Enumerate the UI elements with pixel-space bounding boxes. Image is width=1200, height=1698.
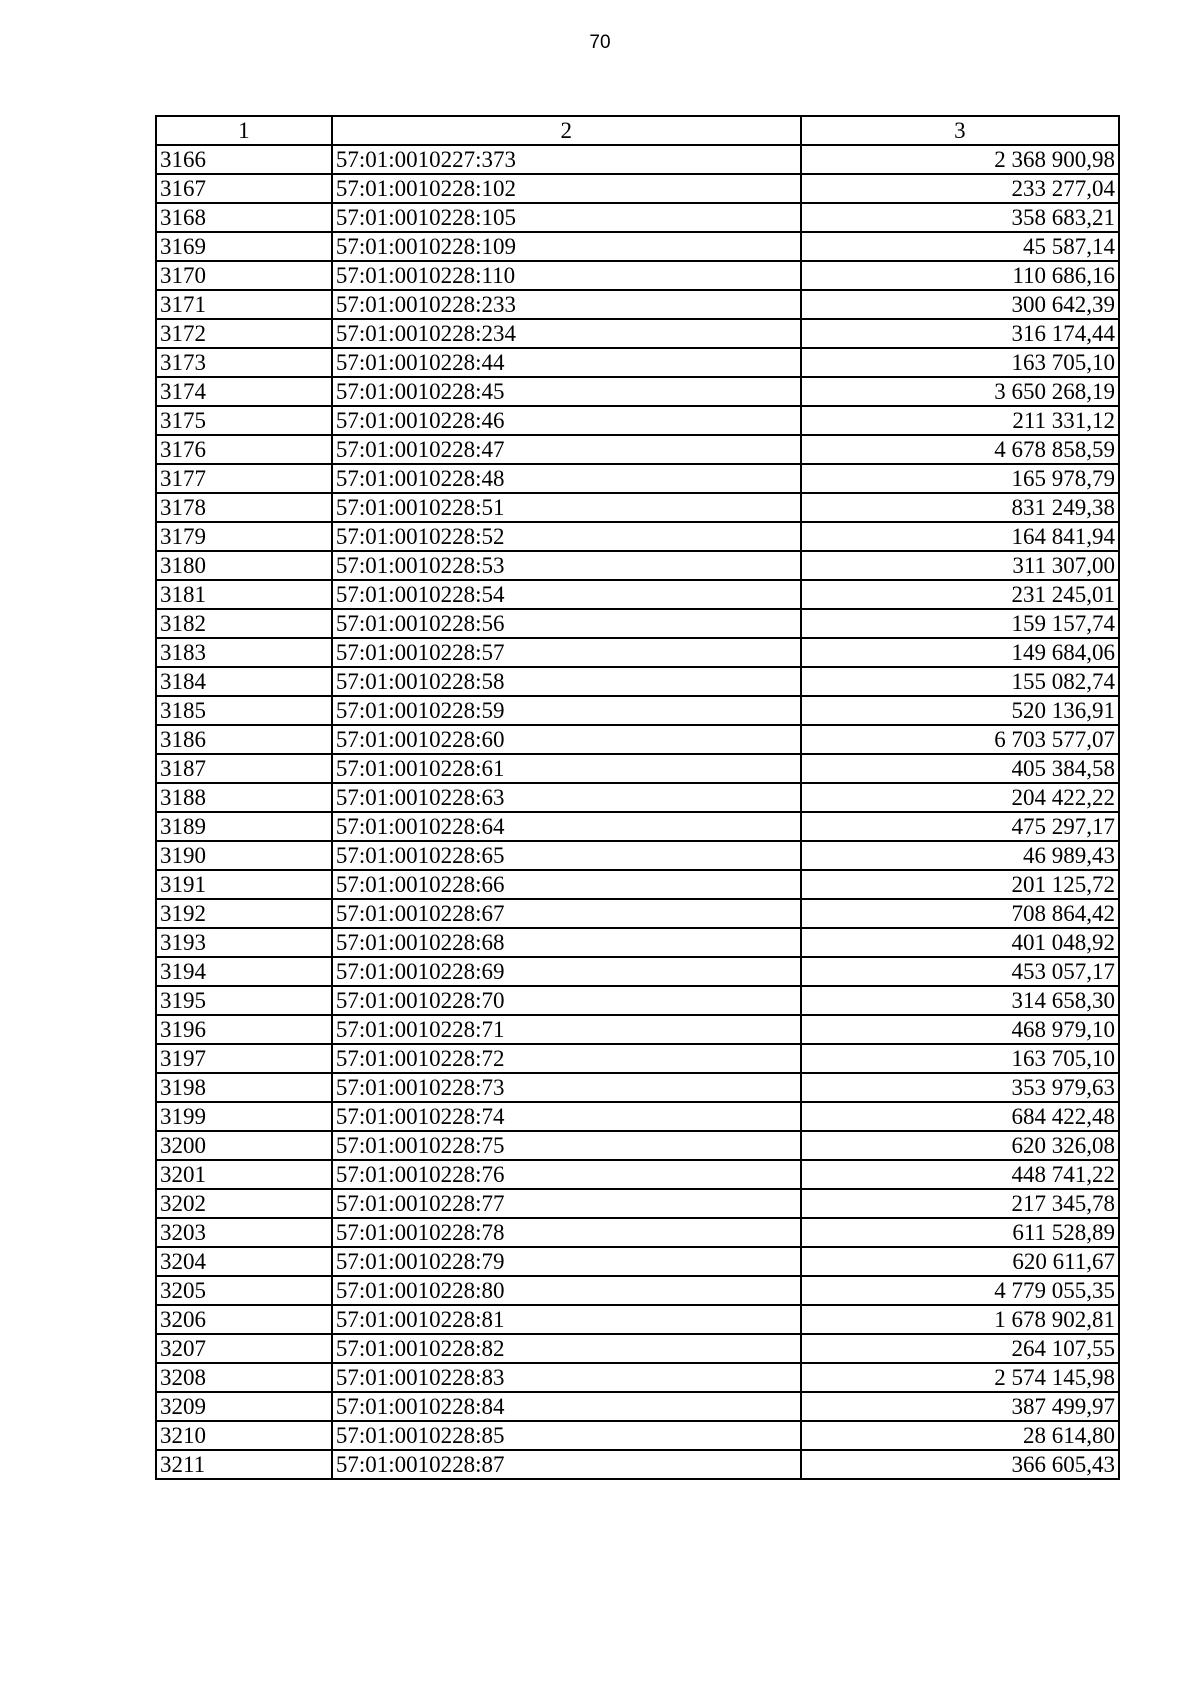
row-number-cell: 3207 xyxy=(156,1334,332,1363)
table-row xyxy=(156,1334,1119,1363)
row-number-cell: 3205 xyxy=(156,1276,332,1305)
value-cell: 231 245,01 xyxy=(801,580,1119,609)
value-cell: 453 057,17 xyxy=(801,957,1119,986)
table-row xyxy=(156,1131,1119,1160)
cadastral-number-cell: 57:01:0010228:75 xyxy=(332,1131,801,1160)
row-number-cell: 3196 xyxy=(156,1015,332,1044)
cadastral-number-cell: 57:01:0010228:68 xyxy=(332,928,801,957)
cadastral-number-cell: 57:01:0010228:72 xyxy=(332,1044,801,1073)
cadastral-number-cell: 57:01:0010228:105 xyxy=(332,203,801,232)
cadastral-number-cell: 57:01:0010228:63 xyxy=(332,783,801,812)
table-row xyxy=(156,1392,1119,1421)
table-row xyxy=(156,261,1119,290)
table-row xyxy=(156,406,1119,435)
row-number-cell: 3167 xyxy=(156,174,332,203)
row-number-cell: 3184 xyxy=(156,667,332,696)
table-body xyxy=(156,145,1119,1479)
column-header-3: 3 xyxy=(801,116,1119,145)
table-row xyxy=(156,493,1119,522)
cadastral-number-cell: 57:01:0010228:84 xyxy=(332,1392,801,1421)
table-row xyxy=(156,928,1119,957)
table-row xyxy=(156,580,1119,609)
row-number-cell: 3197 xyxy=(156,1044,332,1073)
cadastral-number-cell: 57:01:0010228:53 xyxy=(332,551,801,580)
table-row xyxy=(156,783,1119,812)
value-cell: 611 528,89 xyxy=(801,1218,1119,1247)
table-row xyxy=(156,1073,1119,1102)
value-cell: 6 703 577,07 xyxy=(801,725,1119,754)
cadastral-number-cell: 57:01:0010228:45 xyxy=(332,377,801,406)
table-row xyxy=(156,1276,1119,1305)
row-number-cell: 3166 xyxy=(156,145,332,174)
cadastral-number-cell: 57:01:0010228:234 xyxy=(332,319,801,348)
table-row xyxy=(156,435,1119,464)
table-row xyxy=(156,841,1119,870)
row-number-cell: 3177 xyxy=(156,464,332,493)
table-row xyxy=(156,1015,1119,1044)
cadastral-number-cell: 57:01:0010228:110 xyxy=(332,261,801,290)
value-cell: 211 331,12 xyxy=(801,406,1119,435)
cadastral-number-cell: 57:01:0010228:74 xyxy=(332,1102,801,1131)
cadastral-number-cell: 57:01:0010228:233 xyxy=(332,290,801,319)
table-row xyxy=(156,870,1119,899)
value-cell: 708 864,42 xyxy=(801,899,1119,928)
table-row xyxy=(156,1044,1119,1073)
value-cell: 475 297,17 xyxy=(801,812,1119,841)
cadastral-number-cell: 57:01:0010228:47 xyxy=(332,435,801,464)
table-row xyxy=(156,1421,1119,1450)
page-number: 70 xyxy=(589,32,611,53)
cadastral-number-cell: 57:01:0010228:44 xyxy=(332,348,801,377)
cadastral-number-cell: 57:01:0010228:71 xyxy=(332,1015,801,1044)
row-number-cell: 3193 xyxy=(156,928,332,957)
value-cell: 165 978,79 xyxy=(801,464,1119,493)
row-number-cell: 3175 xyxy=(156,406,332,435)
row-number-cell: 3172 xyxy=(156,319,332,348)
value-cell: 405 384,58 xyxy=(801,754,1119,783)
cadastral-number-cell: 57:01:0010228:81 xyxy=(332,1305,801,1334)
table-row xyxy=(156,638,1119,667)
row-number-cell: 3204 xyxy=(156,1247,332,1276)
cadastral-number-cell: 57:01:0010227:373 xyxy=(332,145,801,174)
table-row xyxy=(156,290,1119,319)
value-cell: 366 605,43 xyxy=(801,1450,1119,1479)
table-row xyxy=(156,1189,1119,1218)
row-number-cell: 3170 xyxy=(156,261,332,290)
value-cell: 358 683,21 xyxy=(801,203,1119,232)
row-number-cell: 3200 xyxy=(156,1131,332,1160)
value-cell: 264 107,55 xyxy=(801,1334,1119,1363)
cadastral-number-cell: 57:01:0010228:67 xyxy=(332,899,801,928)
table-row xyxy=(156,812,1119,841)
row-number-cell: 3202 xyxy=(156,1189,332,1218)
value-cell: 217 345,78 xyxy=(801,1189,1119,1218)
row-number-cell: 3201 xyxy=(156,1160,332,1189)
value-cell: 401 048,92 xyxy=(801,928,1119,957)
column-header-2: 2 xyxy=(332,116,801,145)
table-row xyxy=(156,667,1119,696)
table-row xyxy=(156,348,1119,377)
row-number-cell: 3179 xyxy=(156,522,332,551)
column-header-1: 1 xyxy=(156,116,332,145)
table-row xyxy=(156,232,1119,261)
row-number-cell: 3194 xyxy=(156,957,332,986)
row-number-cell: 3176 xyxy=(156,435,332,464)
row-number-cell: 3182 xyxy=(156,609,332,638)
row-number-cell: 3210 xyxy=(156,1421,332,1450)
row-number-cell: 3190 xyxy=(156,841,332,870)
cadastral-number-cell: 57:01:0010228:54 xyxy=(332,580,801,609)
row-number-cell: 3208 xyxy=(156,1363,332,1392)
value-cell: 2 368 900,98 xyxy=(801,145,1119,174)
row-number-cell: 3185 xyxy=(156,696,332,725)
cadastral-number-cell: 57:01:0010228:48 xyxy=(332,464,801,493)
row-number-cell: 3191 xyxy=(156,870,332,899)
table-row xyxy=(156,986,1119,1015)
row-number-cell: 3178 xyxy=(156,493,332,522)
value-cell: 311 307,00 xyxy=(801,551,1119,580)
row-number-cell: 3192 xyxy=(156,899,332,928)
value-cell: 159 157,74 xyxy=(801,609,1119,638)
value-cell: 831 249,38 xyxy=(801,493,1119,522)
value-cell: 2 574 145,98 xyxy=(801,1363,1119,1392)
value-cell: 4 678 858,59 xyxy=(801,435,1119,464)
cadastral-number-cell: 57:01:0010228:60 xyxy=(332,725,801,754)
cadastral-number-cell: 57:01:0010228:61 xyxy=(332,754,801,783)
cadastral-number-cell: 57:01:0010228:78 xyxy=(332,1218,801,1247)
value-cell: 163 705,10 xyxy=(801,348,1119,377)
row-number-cell: 3188 xyxy=(156,783,332,812)
table-row xyxy=(156,1305,1119,1334)
value-cell: 684 422,48 xyxy=(801,1102,1119,1131)
value-cell: 1 678 902,81 xyxy=(801,1305,1119,1334)
table-row xyxy=(156,377,1119,406)
cadastral-number-cell: 57:01:0010228:83 xyxy=(332,1363,801,1392)
cadastral-number-cell: 57:01:0010228:66 xyxy=(332,870,801,899)
value-cell: 314 658,30 xyxy=(801,986,1119,1015)
cadastral-number-cell: 57:01:0010228:102 xyxy=(332,174,801,203)
value-cell: 387 499,97 xyxy=(801,1392,1119,1421)
cadastral-number-cell: 57:01:0010228:82 xyxy=(332,1334,801,1363)
row-number-cell: 3198 xyxy=(156,1073,332,1102)
cadastral-number-cell: 57:01:0010228:51 xyxy=(332,493,801,522)
value-cell: 163 705,10 xyxy=(801,1044,1119,1073)
cadastral-number-cell: 57:01:0010228:52 xyxy=(332,522,801,551)
value-cell: 149 684,06 xyxy=(801,638,1119,667)
cadastral-number-cell: 57:01:0010228:87 xyxy=(332,1450,801,1479)
row-number-cell: 3206 xyxy=(156,1305,332,1334)
value-cell: 155 082,74 xyxy=(801,667,1119,696)
row-number-cell: 3174 xyxy=(156,377,332,406)
cadastral-number-cell: 57:01:0010228:56 xyxy=(332,609,801,638)
row-number-cell: 3180 xyxy=(156,551,332,580)
cadastral-number-cell: 57:01:0010228:76 xyxy=(332,1160,801,1189)
value-cell: 46 989,43 xyxy=(801,841,1119,870)
cadastral-number-cell: 57:01:0010228:77 xyxy=(332,1189,801,1218)
cadastral-number-cell: 57:01:0010228:85 xyxy=(332,1421,801,1450)
row-number-cell: 3186 xyxy=(156,725,332,754)
table-row xyxy=(156,754,1119,783)
table-row xyxy=(156,551,1119,580)
value-cell: 353 979,63 xyxy=(801,1073,1119,1102)
value-cell: 316 174,44 xyxy=(801,319,1119,348)
cadastral-number-cell: 57:01:0010228:79 xyxy=(332,1247,801,1276)
value-cell: 300 642,39 xyxy=(801,290,1119,319)
cadastral-number-cell: 57:01:0010228:59 xyxy=(332,696,801,725)
value-cell: 448 741,22 xyxy=(801,1160,1119,1189)
table-row xyxy=(156,1102,1119,1131)
value-cell: 4 779 055,35 xyxy=(801,1276,1119,1305)
value-cell: 204 422,22 xyxy=(801,783,1119,812)
table-row xyxy=(156,957,1119,986)
value-cell: 45 587,14 xyxy=(801,232,1119,261)
value-cell: 520 136,91 xyxy=(801,696,1119,725)
table-header xyxy=(156,116,1119,145)
row-number-cell: 3171 xyxy=(156,290,332,319)
row-number-cell: 3187 xyxy=(156,754,332,783)
table-row xyxy=(156,522,1119,551)
table-row xyxy=(156,174,1119,203)
row-number-cell: 3168 xyxy=(156,203,332,232)
cadastral-value-table xyxy=(155,115,1120,1480)
table-row xyxy=(156,464,1119,493)
row-number-cell: 3195 xyxy=(156,986,332,1015)
table-row xyxy=(156,1160,1119,1189)
cadastral-number-cell: 57:01:0010228:46 xyxy=(332,406,801,435)
value-cell: 28 614,80 xyxy=(801,1421,1119,1450)
cadastral-number-cell: 57:01:0010228:70 xyxy=(332,986,801,1015)
row-number-cell: 3209 xyxy=(156,1392,332,1421)
cadastral-number-cell: 57:01:0010228:80 xyxy=(332,1276,801,1305)
table-row xyxy=(156,145,1119,174)
cadastral-number-cell: 57:01:0010228:58 xyxy=(332,667,801,696)
cadastral-number-cell: 57:01:0010228:69 xyxy=(332,957,801,986)
table-row xyxy=(156,1450,1119,1479)
value-cell: 3 650 268,19 xyxy=(801,377,1119,406)
table-row xyxy=(156,609,1119,638)
row-number-cell: 3211 xyxy=(156,1450,332,1479)
value-cell: 620 611,67 xyxy=(801,1247,1119,1276)
row-number-cell: 3189 xyxy=(156,812,332,841)
cadastral-number-cell: 57:01:0010228:57 xyxy=(332,638,801,667)
table-row xyxy=(156,899,1119,928)
row-number-cell: 3169 xyxy=(156,232,332,261)
cadastral-number-cell: 57:01:0010228:64 xyxy=(332,812,801,841)
table-row xyxy=(156,1247,1119,1276)
table-row xyxy=(156,1218,1119,1247)
value-cell: 620 326,08 xyxy=(801,1131,1119,1160)
value-cell: 233 277,04 xyxy=(801,174,1119,203)
cadastral-number-cell: 57:01:0010228:109 xyxy=(332,232,801,261)
row-number-cell: 3181 xyxy=(156,580,332,609)
row-number-cell: 3183 xyxy=(156,638,332,667)
row-number-cell: 3173 xyxy=(156,348,332,377)
value-cell: 468 979,10 xyxy=(801,1015,1119,1044)
value-cell: 110 686,16 xyxy=(801,261,1119,290)
row-number-cell: 3199 xyxy=(156,1102,332,1131)
value-cell: 201 125,72 xyxy=(801,870,1119,899)
table-row xyxy=(156,319,1119,348)
table-row xyxy=(156,1363,1119,1392)
value-cell: 164 841,94 xyxy=(801,522,1119,551)
table-row xyxy=(156,696,1119,725)
table-row xyxy=(156,725,1119,754)
cadastral-number-cell: 57:01:0010228:65 xyxy=(332,841,801,870)
row-number-cell: 3203 xyxy=(156,1218,332,1247)
cadastral-number-cell: 57:01:0010228:73 xyxy=(332,1073,801,1102)
header-row xyxy=(156,116,1119,145)
table-row xyxy=(156,203,1119,232)
